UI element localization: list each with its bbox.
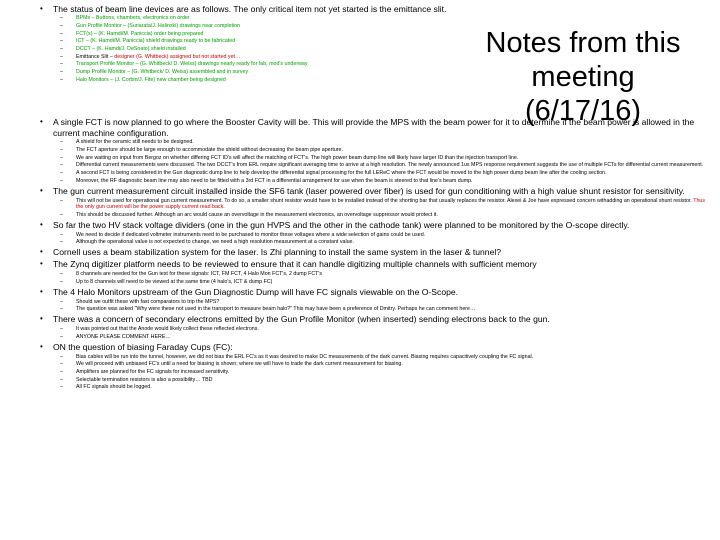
sub-bullet-text [76, 384, 710, 391]
sub-bullet [60, 77, 460, 84]
sub-bullet [60, 299, 710, 306]
dash-icon: – [60, 46, 63, 53]
dash-icon: – [60, 197, 63, 204]
dash-icon: – [60, 384, 63, 391]
sub-bullet-text [76, 139, 710, 146]
dash-icon: – [60, 239, 63, 246]
sub-bullet [60, 15, 460, 22]
sub-bullet-segment: DCCT – [76, 46, 97, 53]
sub-bullet-segment: ICT – (K. Hamdi/M. Paniccia) shield drawings ready to be fabricated [76, 38, 236, 45]
dash-icon: – [60, 211, 63, 218]
sub-bullet-text [76, 239, 710, 246]
sub-bullet-text [76, 155, 710, 162]
dash-icon: – [60, 177, 63, 184]
dash-icon: – [60, 326, 63, 333]
sub-bullet [60, 377, 710, 384]
bullet-dot-icon: • [40, 117, 43, 126]
sub-bullet-list [60, 198, 710, 219]
dash-icon: – [60, 353, 63, 360]
sub-bullet-text [76, 61, 460, 68]
sub-bullet-segment: Emittance Slit – [76, 53, 115, 60]
sub-bullet-text [76, 198, 710, 211]
bullet-row [40, 4, 710, 15]
bullet-dot-icon: • [40, 259, 43, 269]
sub-bullet-segment: Differential current measurements were discussed. The two DCCT's from ERL require significant averaging time to arrive at a high resolution. The newly announced 1us MPS response requirement suggests the use of multiple FCTs for differential current measurement. [76, 162, 704, 169]
sub-bullet-text [76, 369, 710, 376]
sub-bullet [60, 198, 710, 211]
bullet-text: The Zynq digitizer platform needs to be reviewed to ensure that it can handle digitizing multiple channels with sufficient memory [53, 259, 537, 270]
bullet-text: So far the two HV stack voltage dividers (one in the gun HVPS and the other in the cathode tank) were planned to be monitored by the O-scope directly. [53, 219, 630, 230]
bullet-text: The status of beam line devices are as follows. The only critical item not yet started is the emittance slit. [53, 3, 447, 14]
dash-icon: – [60, 154, 63, 161]
sub-bullet-text [76, 178, 710, 185]
sub-bullet-segment: BPMs – Buttons, chambers, electronics on order [76, 15, 190, 22]
bullet-text: There was a concern of secondary electrons emitted by the Gun Profile Monitor (when inserted) sending electrons back to the gun. [53, 314, 550, 325]
sub-bullet-segment: Thus the only gun current will be the power supply current read back. [76, 197, 706, 211]
sub-bullet-list [60, 299, 710, 313]
bullet-row [40, 287, 710, 298]
sub-bullet [60, 361, 710, 368]
sub-bullet-text [76, 162, 710, 169]
sub-bullet-segment: This will not be used for operational gun current measurement. To do so, a smaller shunt resistor would have to be installed instead of the shorting bar that usually replaces the resistor. Alexei & Joe have expressed concern withadding an operational shunt resistor. [76, 197, 694, 204]
bullet-item [40, 259, 710, 285]
bullet-item [40, 314, 710, 340]
sub-bullet-text [76, 15, 460, 22]
sub-bullet-segment: A shield for the ceramic still needs to be designed. [76, 139, 194, 146]
sub-bullet-text [76, 354, 710, 361]
sub-bullet-segment: We are waiting on input from Bergoz on whether differing FCT ID's will affect the matching of FCT's. The high power beam dump line will likely have larger ID than the injection transport line. [76, 154, 519, 161]
sub-bullet-list [60, 15, 460, 83]
sub-bullet-segment: 8 channels are needed for the Gun test for these signals: ICT, FM FCT, 4 Halo Mon FCT's, 2 dump FCT's [76, 271, 323, 278]
sub-bullet [60, 334, 710, 341]
dash-icon: – [60, 139, 63, 146]
bullet-dot-icon: • [40, 341, 43, 351]
sub-bullet-segment: This should be discussed further. Although an arc would cause an overvoltage in the measurement electronics, an overvoltage suppressor would protect it. [76, 211, 438, 218]
sub-bullet [60, 354, 710, 361]
dash-icon: – [60, 271, 63, 278]
bullet-row [40, 314, 710, 325]
bullet-item [40, 247, 710, 258]
sub-bullet-segment: Amplifiers are planned for the FC signals for increased sensitivity. [76, 368, 230, 375]
sub-bullet-text [76, 299, 710, 306]
dash-icon: – [60, 61, 63, 68]
sub-bullet-segment: Dump Profile Monitor – (G. Whitbeck/ D. Weiss) assembled and in survey [76, 69, 249, 76]
sub-bullet-segment: We need to decide if dedicated voltmeter instruments need to be purchased to monitor these voltages where a wide selection of gains could be used. [76, 231, 426, 238]
sub-bullet [60, 170, 710, 177]
sub-bullet [60, 69, 460, 76]
bullet-text: ON the question of biasing Faraday Cups (FC): [53, 341, 233, 352]
dash-icon: – [60, 298, 63, 305]
sub-bullet-text [76, 212, 710, 219]
sub-bullet [60, 147, 710, 154]
sub-bullet-segment: Transport Profile Monitor – (G. Whitbeck/ D. Weiss) drawings nearly ready for fab, mod's underway [76, 61, 308, 68]
sub-bullet-segment: Should we outfit these with fast comparators to trip the MPS? [76, 298, 220, 305]
sub-bullet-list [60, 354, 710, 391]
bullet-item [40, 220, 710, 246]
sub-bullet-segment: Up to 8 channels will need to be viewed at the same time (4 halo's, ICT & dump FC) [76, 278, 273, 285]
bullet-dot-icon: • [40, 185, 43, 195]
sub-bullet [60, 54, 460, 61]
sub-bullet [60, 61, 460, 68]
sub-bullet-segment: It was pointed out that the Anode would likely collect these reflected electrons. [76, 326, 259, 333]
sub-bullet-segment: A second FCT is being considered in the Gun diagnostic dump line to help develop the differential signal processing for the full LEReC where the FCT would be moved to the high power dump beam line after the cooling section. [76, 170, 607, 177]
bullet-dot-icon: • [40, 286, 43, 296]
sub-bullet [60, 31, 460, 38]
sub-bullet-text [76, 377, 710, 384]
bullet-dot-icon: • [40, 3, 43, 13]
sub-bullet [60, 232, 710, 239]
dash-icon: – [60, 368, 63, 375]
dash-icon: – [60, 278, 63, 285]
sub-bullet [60, 369, 710, 376]
bullet-text: The gun current measurement circuit installed inside the SF6 tank (laser powered over fiber) is used for gun conditioning with a high value shunt resistor for sensitivity. [53, 185, 685, 196]
sub-bullet [60, 306, 710, 313]
sub-bullet-text [76, 54, 460, 61]
dash-icon: – [60, 376, 63, 383]
sub-bullet-segment: Bias cables will be run into the tunnel, however, we did not bias the ERL FC's as it was desired to make DC measurements of the dark current. Biasing requires capacitively coupling the FC signal. [76, 353, 534, 360]
sub-bullet-text [76, 31, 460, 38]
dash-icon: – [60, 76, 63, 83]
sub-bullet [60, 38, 460, 45]
sub-bullet-segment: Moreover, the RF diagnostic beam line may also need to be fitted with a 3rd FCT in a differential arrangement for use when the beam is steered to that line's beam dump. [76, 177, 473, 184]
bullet-dot-icon: • [40, 314, 43, 324]
sub-bullet-segment: We will proceed with unbiased FC's until a need for biasing is shown; where we will have to trade the dark current measurement for biasing. [76, 361, 403, 368]
sub-bullet-text [76, 46, 460, 53]
dash-icon: – [60, 15, 63, 22]
dash-icon: – [60, 231, 63, 238]
top-block [40, 3, 710, 127]
sub-bullet-list [60, 271, 710, 285]
sub-bullet-text [76, 77, 460, 84]
sub-bullet [60, 326, 710, 333]
sub-bullet [60, 384, 710, 391]
sub-bullet-text [76, 23, 460, 30]
bullet-text: A single FCT is now planned to go where the Booster Cavity will be. This will provide the MPS with the beam power for it to determine if the beam power is allowed in the current machine configuration. [53, 117, 695, 138]
bullet-item [40, 186, 710, 218]
sub-bullet-segment: designer (G. Whitbeck) assigned but not started yet… [114, 53, 241, 60]
sub-bullet-segment: Although the operational value is not expected to change, we need a high resolution measurement at a constant value. [76, 239, 354, 246]
sub-bullet [60, 139, 710, 146]
dash-icon: – [60, 53, 63, 60]
sub-bullet-segment: (K. Hamdi/J. DeSnato) shield installed [96, 46, 186, 53]
bullet-item [40, 342, 710, 391]
slide-title [436, 26, 720, 128]
sub-bullet-segment: Gun Profile Monitor – (Suriarata/J. Halinski) drawings near completion [76, 22, 240, 29]
title-line-1: Notes from this meeting [485, 26, 681, 93]
sub-bullet-text [76, 69, 460, 76]
sub-bullet-text [76, 361, 710, 368]
sub-bullet [60, 178, 710, 185]
sub-bullet [60, 212, 710, 219]
sub-bullet-segment: FCT(s) – (K. Hamdi/M. Paniccia) order being prepared [76, 30, 204, 37]
bullet-row [40, 259, 710, 270]
sub-bullet-segment: All FC signals should be logged. [76, 384, 152, 391]
bullet-item [40, 287, 710, 313]
dash-icon: – [60, 38, 63, 45]
sub-bullet-list [60, 232, 710, 246]
sub-bullet-text [76, 306, 710, 313]
bullet-dot-icon: • [40, 247, 43, 257]
sub-bullet-text [76, 38, 460, 45]
sub-bullet-text [76, 326, 710, 333]
sub-bullet-text [76, 279, 710, 286]
sub-bullet-segment: Selectable termination resistors is also a possibility… TBD [76, 376, 213, 383]
sub-bullet-text [76, 147, 710, 154]
sub-bullet-segment: The FCT aperture should be large enough to accommodate the shield without decreasing the beam pipe aperture. [76, 147, 343, 154]
sub-bullet-segment: The question was asked "Why were these not used in the transport to measure beam halo?" This may have been a preference of Dmitry. Perhaps he can comment here… [76, 306, 476, 313]
sub-bullet-text [76, 271, 710, 278]
sub-bullet-segment: Halo Monitors – (J. Corbin/J. Fite) new chamber being designed [76, 76, 226, 83]
dash-icon: – [60, 147, 63, 154]
sub-bullet-text [76, 232, 710, 239]
sub-bullet-text [76, 170, 710, 177]
dash-icon: – [60, 30, 63, 37]
bullet-row [40, 342, 710, 353]
sub-bullet-text [76, 334, 710, 341]
dash-icon: – [60, 333, 63, 340]
bullet-text: Cornell uses a beam stabilization system for the laser. Is Zhi planning to install the same system in the laser & tunnel? [53, 247, 502, 258]
dash-icon: – [60, 69, 63, 76]
bullet-row [40, 186, 710, 197]
dash-icon: – [60, 162, 63, 169]
sub-bullet-segment: ANYONE PLEASE COMMENT HERE… [76, 333, 171, 340]
bullet-dot-icon: • [40, 219, 43, 229]
sub-bullet-list [60, 326, 710, 340]
dash-icon: – [60, 306, 63, 313]
sub-bullet [60, 162, 710, 169]
sub-bullet [60, 279, 710, 286]
sub-bullet [60, 46, 460, 53]
sub-bullet [60, 271, 710, 278]
bullet-row [40, 220, 710, 231]
dash-icon: – [60, 170, 63, 177]
notes-content [40, 2, 710, 391]
title-line-2: (6/17/16) [524, 94, 642, 127]
sub-bullet [60, 23, 460, 30]
bullet-row [40, 247, 710, 258]
sub-bullet [60, 239, 710, 246]
sub-bullet-list [60, 139, 710, 184]
bullet-text: The 4 Halo Monitors upstream of the Gun Diagnostic Dump will have FC signals viewable on the O-Scope. [53, 286, 459, 297]
sub-bullet [60, 155, 710, 162]
dash-icon: – [60, 361, 63, 368]
dash-icon: – [60, 22, 63, 29]
